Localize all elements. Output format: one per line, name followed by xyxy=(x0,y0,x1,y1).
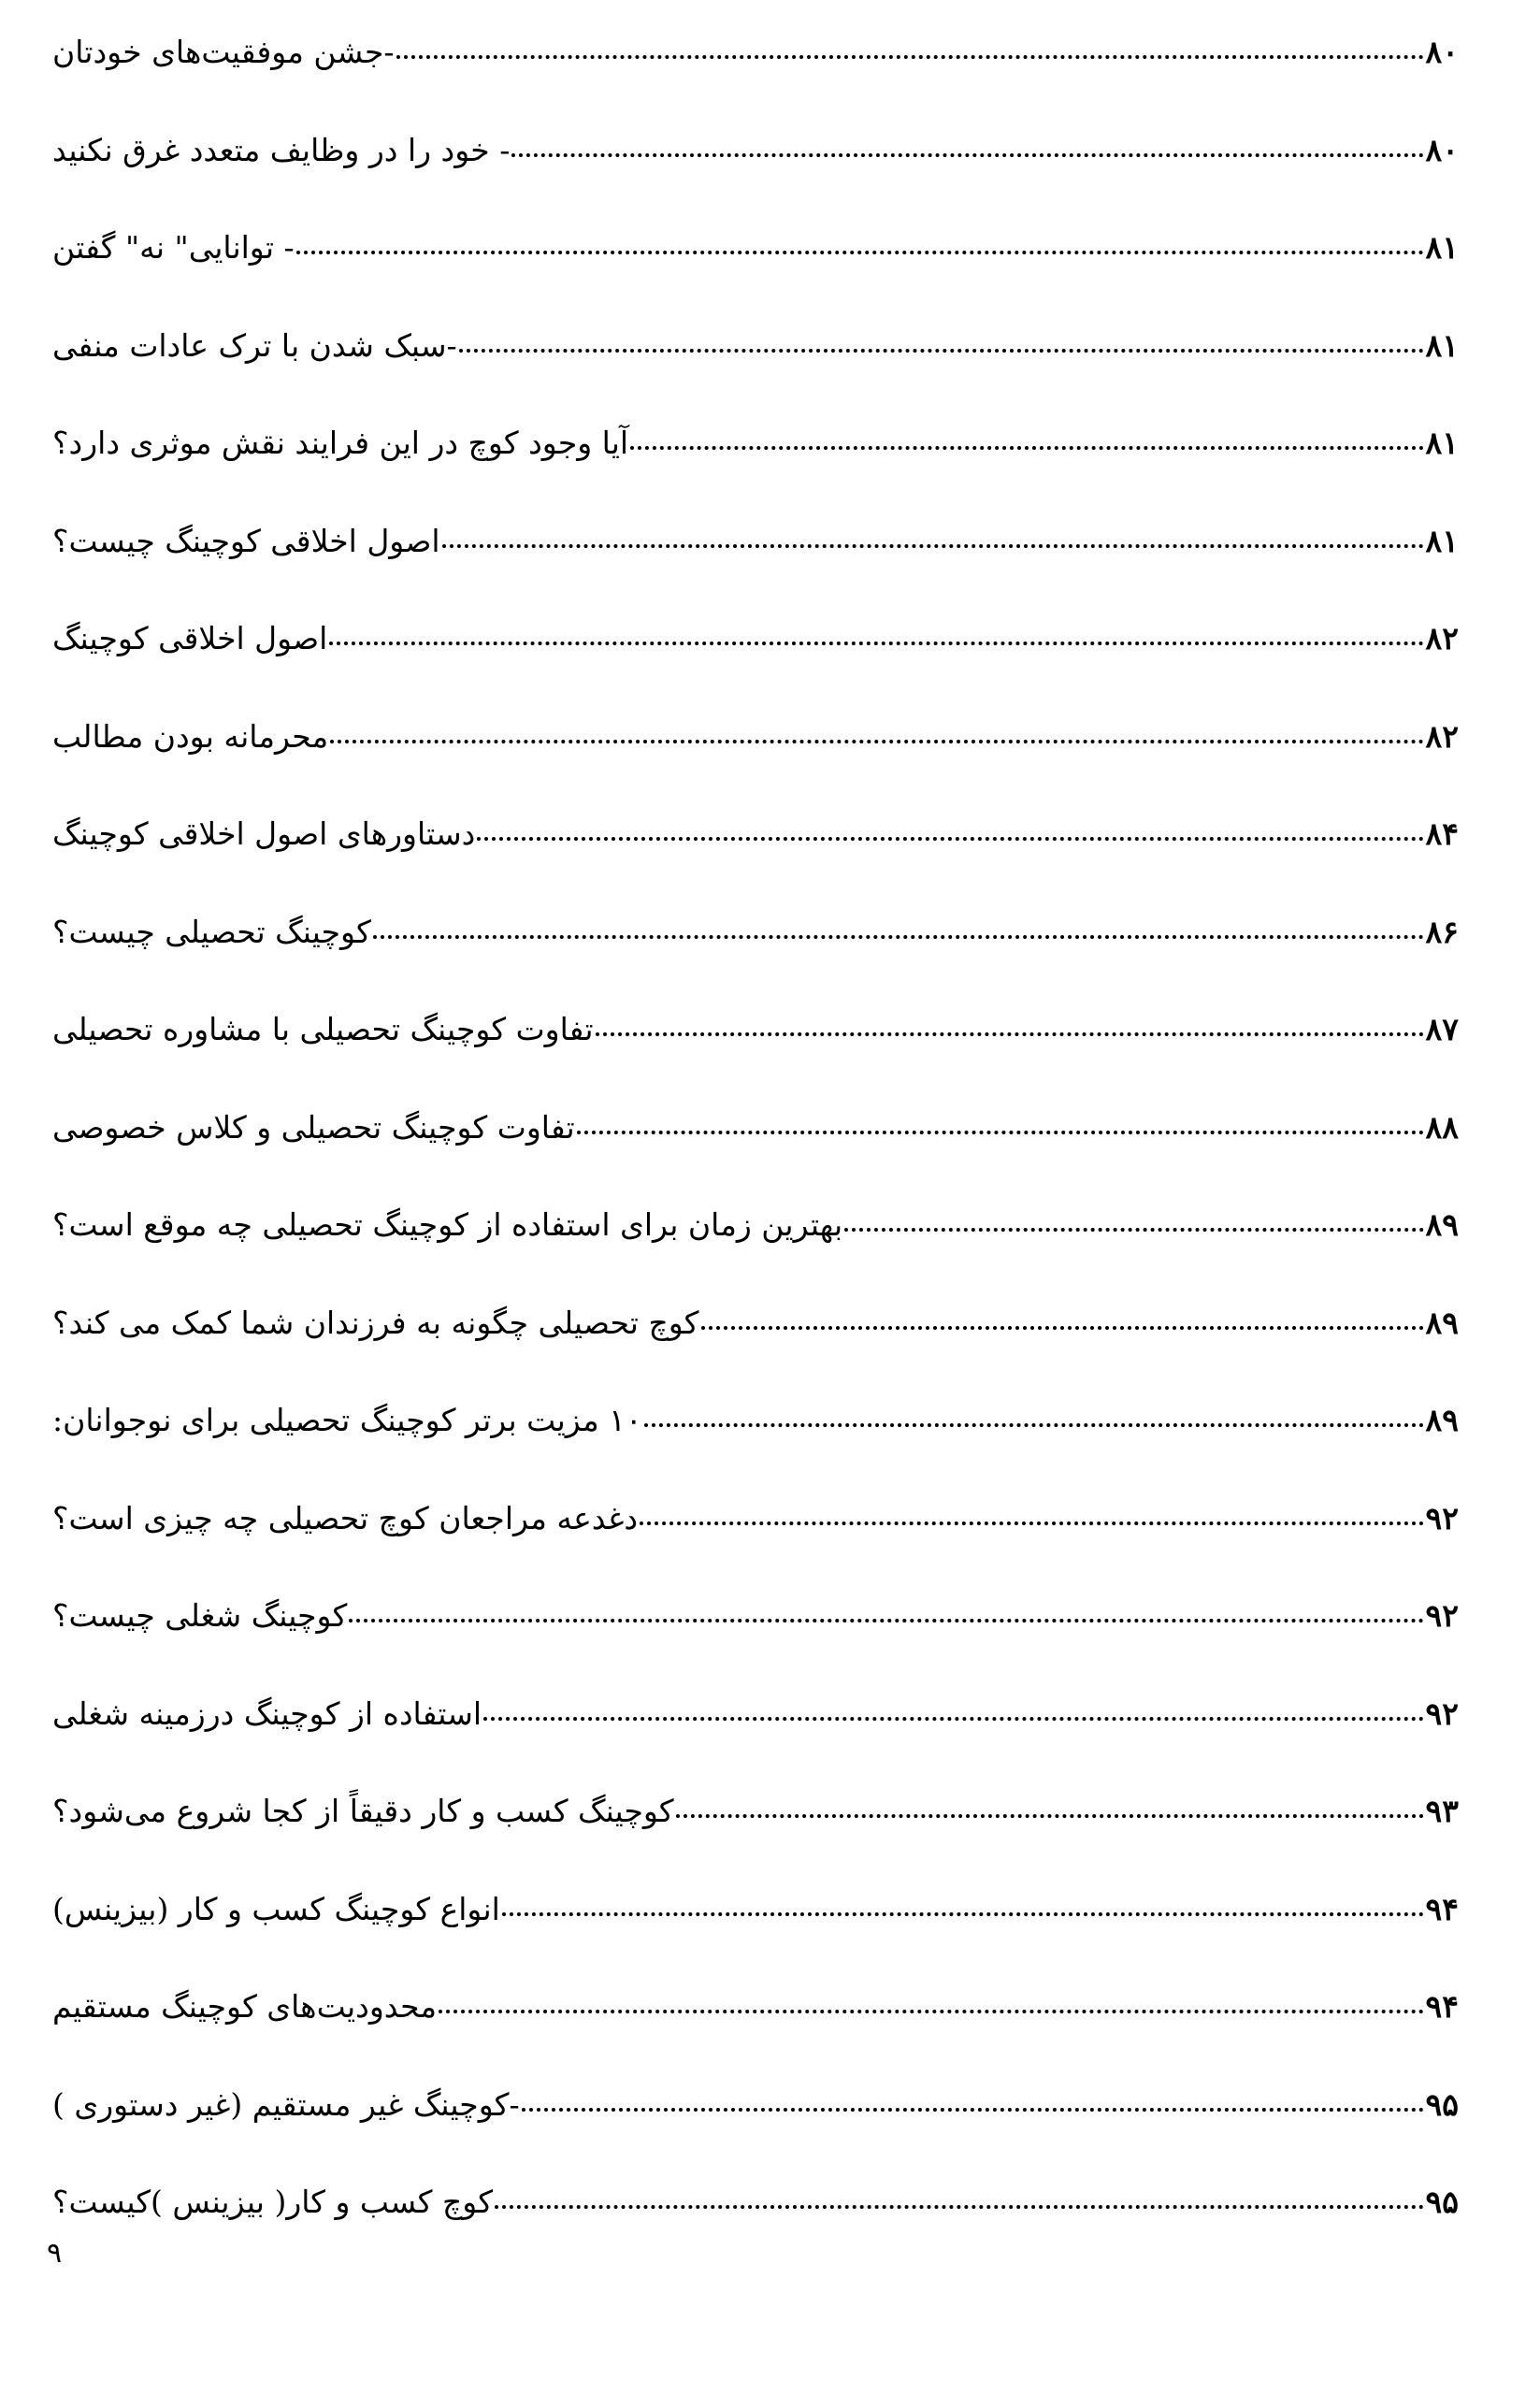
toc-entry[interactable] xyxy=(49,500,1459,559)
entry-title: استفاده از کوچینگ درزمینه شغلی xyxy=(52,1695,482,1732)
entry-title: کوچینگ شغلی چیست؟ xyxy=(52,1597,348,1634)
entry-page-number: ۸۲ xyxy=(1425,718,1459,755)
toc-entry[interactable] xyxy=(49,109,1459,166)
entry-title: کوچینگ تحصیلی چیست؟ xyxy=(52,914,371,950)
dot-leader xyxy=(373,935,1424,939)
entry-title: تفاوت کوچینگ تحصیلی با مشاوره تحصیلی xyxy=(52,1011,594,1047)
entry-title: کوچینگ کسب و کار دقیقاً از کجا شروع می‌شود؟ xyxy=(52,1793,674,1829)
entry-title: اصول اخلاقی کوچینگ چیست؟ xyxy=(52,523,440,559)
toc-entry[interactable] xyxy=(49,305,1459,364)
entry-page-number: ۸۱ xyxy=(1425,327,1459,364)
entry-title: دغدعه مراجعان کوچ تحصیلی چه چیزی است؟ xyxy=(52,1500,639,1536)
entry-page-number: ۸۰ xyxy=(1425,132,1459,168)
dot-leader xyxy=(577,1131,1424,1134)
dot-leader xyxy=(630,446,1423,450)
toc-entry[interactable] xyxy=(49,1379,1459,1438)
toc-entry[interactable] xyxy=(49,2161,1459,2220)
dot-leader xyxy=(522,2108,1424,2112)
page-number: ۹ xyxy=(47,2237,63,2270)
dot-leader xyxy=(396,55,1424,59)
entry-title: - خود را در وظایف متعدد غرق نکنید xyxy=(52,132,511,168)
entry-page-number: ۸۹ xyxy=(1425,1402,1459,1438)
toc-entry[interactable] xyxy=(49,1478,1459,1534)
dot-leader xyxy=(296,251,1424,254)
entry-page-number: ۹۴ xyxy=(1425,1988,1459,2025)
entry-title: آیا وجود کوچ در این فرایند نقش موثری دارد؟ xyxy=(52,425,629,461)
dot-leader xyxy=(640,1521,1424,1525)
toc-entry[interactable] xyxy=(49,1282,1459,1341)
toc-entry[interactable] xyxy=(49,207,1459,266)
dot-leader xyxy=(701,1326,1424,1330)
dot-leader xyxy=(439,2010,1423,2013)
toc-entry[interactable] xyxy=(49,988,1459,1045)
entry-title: دستاورهای اصول اخلاقی کوچینگ xyxy=(52,815,476,852)
entry-title: بهترین زمان برای استفاده از کوچینگ تحصیلی چه موقع است؟ xyxy=(52,1206,843,1243)
dot-leader xyxy=(844,1228,1423,1232)
entry-page-number: ۸۱ xyxy=(1425,229,1459,266)
toc-entry[interactable] xyxy=(49,1087,1459,1146)
toc-entry[interactable] xyxy=(49,1673,1459,1732)
entry-page-number: ۸۰ xyxy=(1425,34,1459,70)
entry-page-number: ۹۲ xyxy=(1425,1695,1459,1732)
dot-leader xyxy=(442,544,1424,548)
toc-entry[interactable] xyxy=(49,793,1459,852)
entry-page-number: ۸۹ xyxy=(1425,1305,1459,1341)
dot-leader xyxy=(349,1619,1423,1622)
dot-leader xyxy=(329,642,1423,645)
entry-title: اصول اخلاقی کوچینگ xyxy=(52,620,328,656)
entry-title: -سبک شدن با ترک عادات منفی xyxy=(52,327,457,364)
entry-title: ۱۰ مزیت برتر کوچینگ تحصیلی برای نوجوانان: xyxy=(52,1402,642,1438)
toc-entry[interactable] xyxy=(49,1575,1459,1634)
entry-page-number: ۸۷ xyxy=(1425,1011,1459,1047)
entry-page-number: ۸۶ xyxy=(1425,914,1459,950)
entry-page-number: ۹۵ xyxy=(1425,2086,1459,2123)
dot-leader xyxy=(483,1717,1424,1721)
dot-leader xyxy=(330,740,1423,743)
entry-page-number: ۸۱ xyxy=(1425,523,1459,559)
entry-page-number: ۸۲ xyxy=(1425,620,1459,656)
toc-entry[interactable] xyxy=(49,11,1459,70)
dot-leader xyxy=(495,2205,1424,2209)
entry-page-number: ۸۱ xyxy=(1425,425,1459,461)
entry-title: کوچ کسب و کار( بیزینس )کیست؟ xyxy=(52,2184,494,2220)
entry-page-number: ۹۲ xyxy=(1425,1597,1459,1634)
entry-title: - توانایی" نه" گفتن xyxy=(52,229,295,266)
dot-leader xyxy=(511,153,1423,157)
entry-page-number: ۸۹ xyxy=(1425,1206,1459,1243)
toc-entry[interactable] xyxy=(49,891,1459,950)
entry-page-number: ۹۲ xyxy=(1425,1500,1459,1536)
toc-entry[interactable] xyxy=(49,1868,1459,1925)
toc-entry[interactable] xyxy=(49,1184,1459,1243)
entry-page-number: ۸۴ xyxy=(1425,815,1459,852)
entry-page-number: ۹۵ xyxy=(1425,2184,1459,2220)
toc-entry[interactable] xyxy=(49,696,1459,755)
entry-title: محدودیت‌های کوچینگ مستقیم xyxy=(52,1988,438,2025)
dot-leader xyxy=(477,837,1423,841)
entry-title: تفاوت کوچینگ تحصیلی و کلاس خصوصی xyxy=(52,1109,575,1146)
entry-page-number: ۹۴ xyxy=(1425,1891,1459,1927)
entry-title: -جشن موفقیت‌های خودتان xyxy=(52,34,395,70)
entry-title: محرمانه بودن مطالب xyxy=(52,718,329,755)
dot-leader xyxy=(644,1423,1424,1427)
toc-entry[interactable] xyxy=(49,2064,1459,2123)
toc-entry[interactable] xyxy=(49,598,1459,654)
dot-leader xyxy=(596,1032,1424,1036)
dot-leader xyxy=(676,1814,1424,1818)
toc-entry[interactable] xyxy=(49,1966,1459,2025)
entry-title: انواع کوچینگ کسب و کار (بیزینس) xyxy=(52,1891,500,1927)
toc-entry[interactable] xyxy=(49,1770,1459,1829)
entry-page-number: ۸۸ xyxy=(1425,1109,1459,1146)
dot-leader xyxy=(459,349,1424,353)
dot-leader xyxy=(502,1912,1424,1916)
entry-title: کوچ تحصیلی چگونه به فرزندان شما کمک می کند؟ xyxy=(52,1305,699,1341)
entry-page-number: ۹۳ xyxy=(1425,1793,1459,1829)
entry-title: -کوچینگ غیر مستقیم (غیر دستوری ) xyxy=(52,2086,520,2123)
toc-entry[interactable] xyxy=(49,402,1459,461)
